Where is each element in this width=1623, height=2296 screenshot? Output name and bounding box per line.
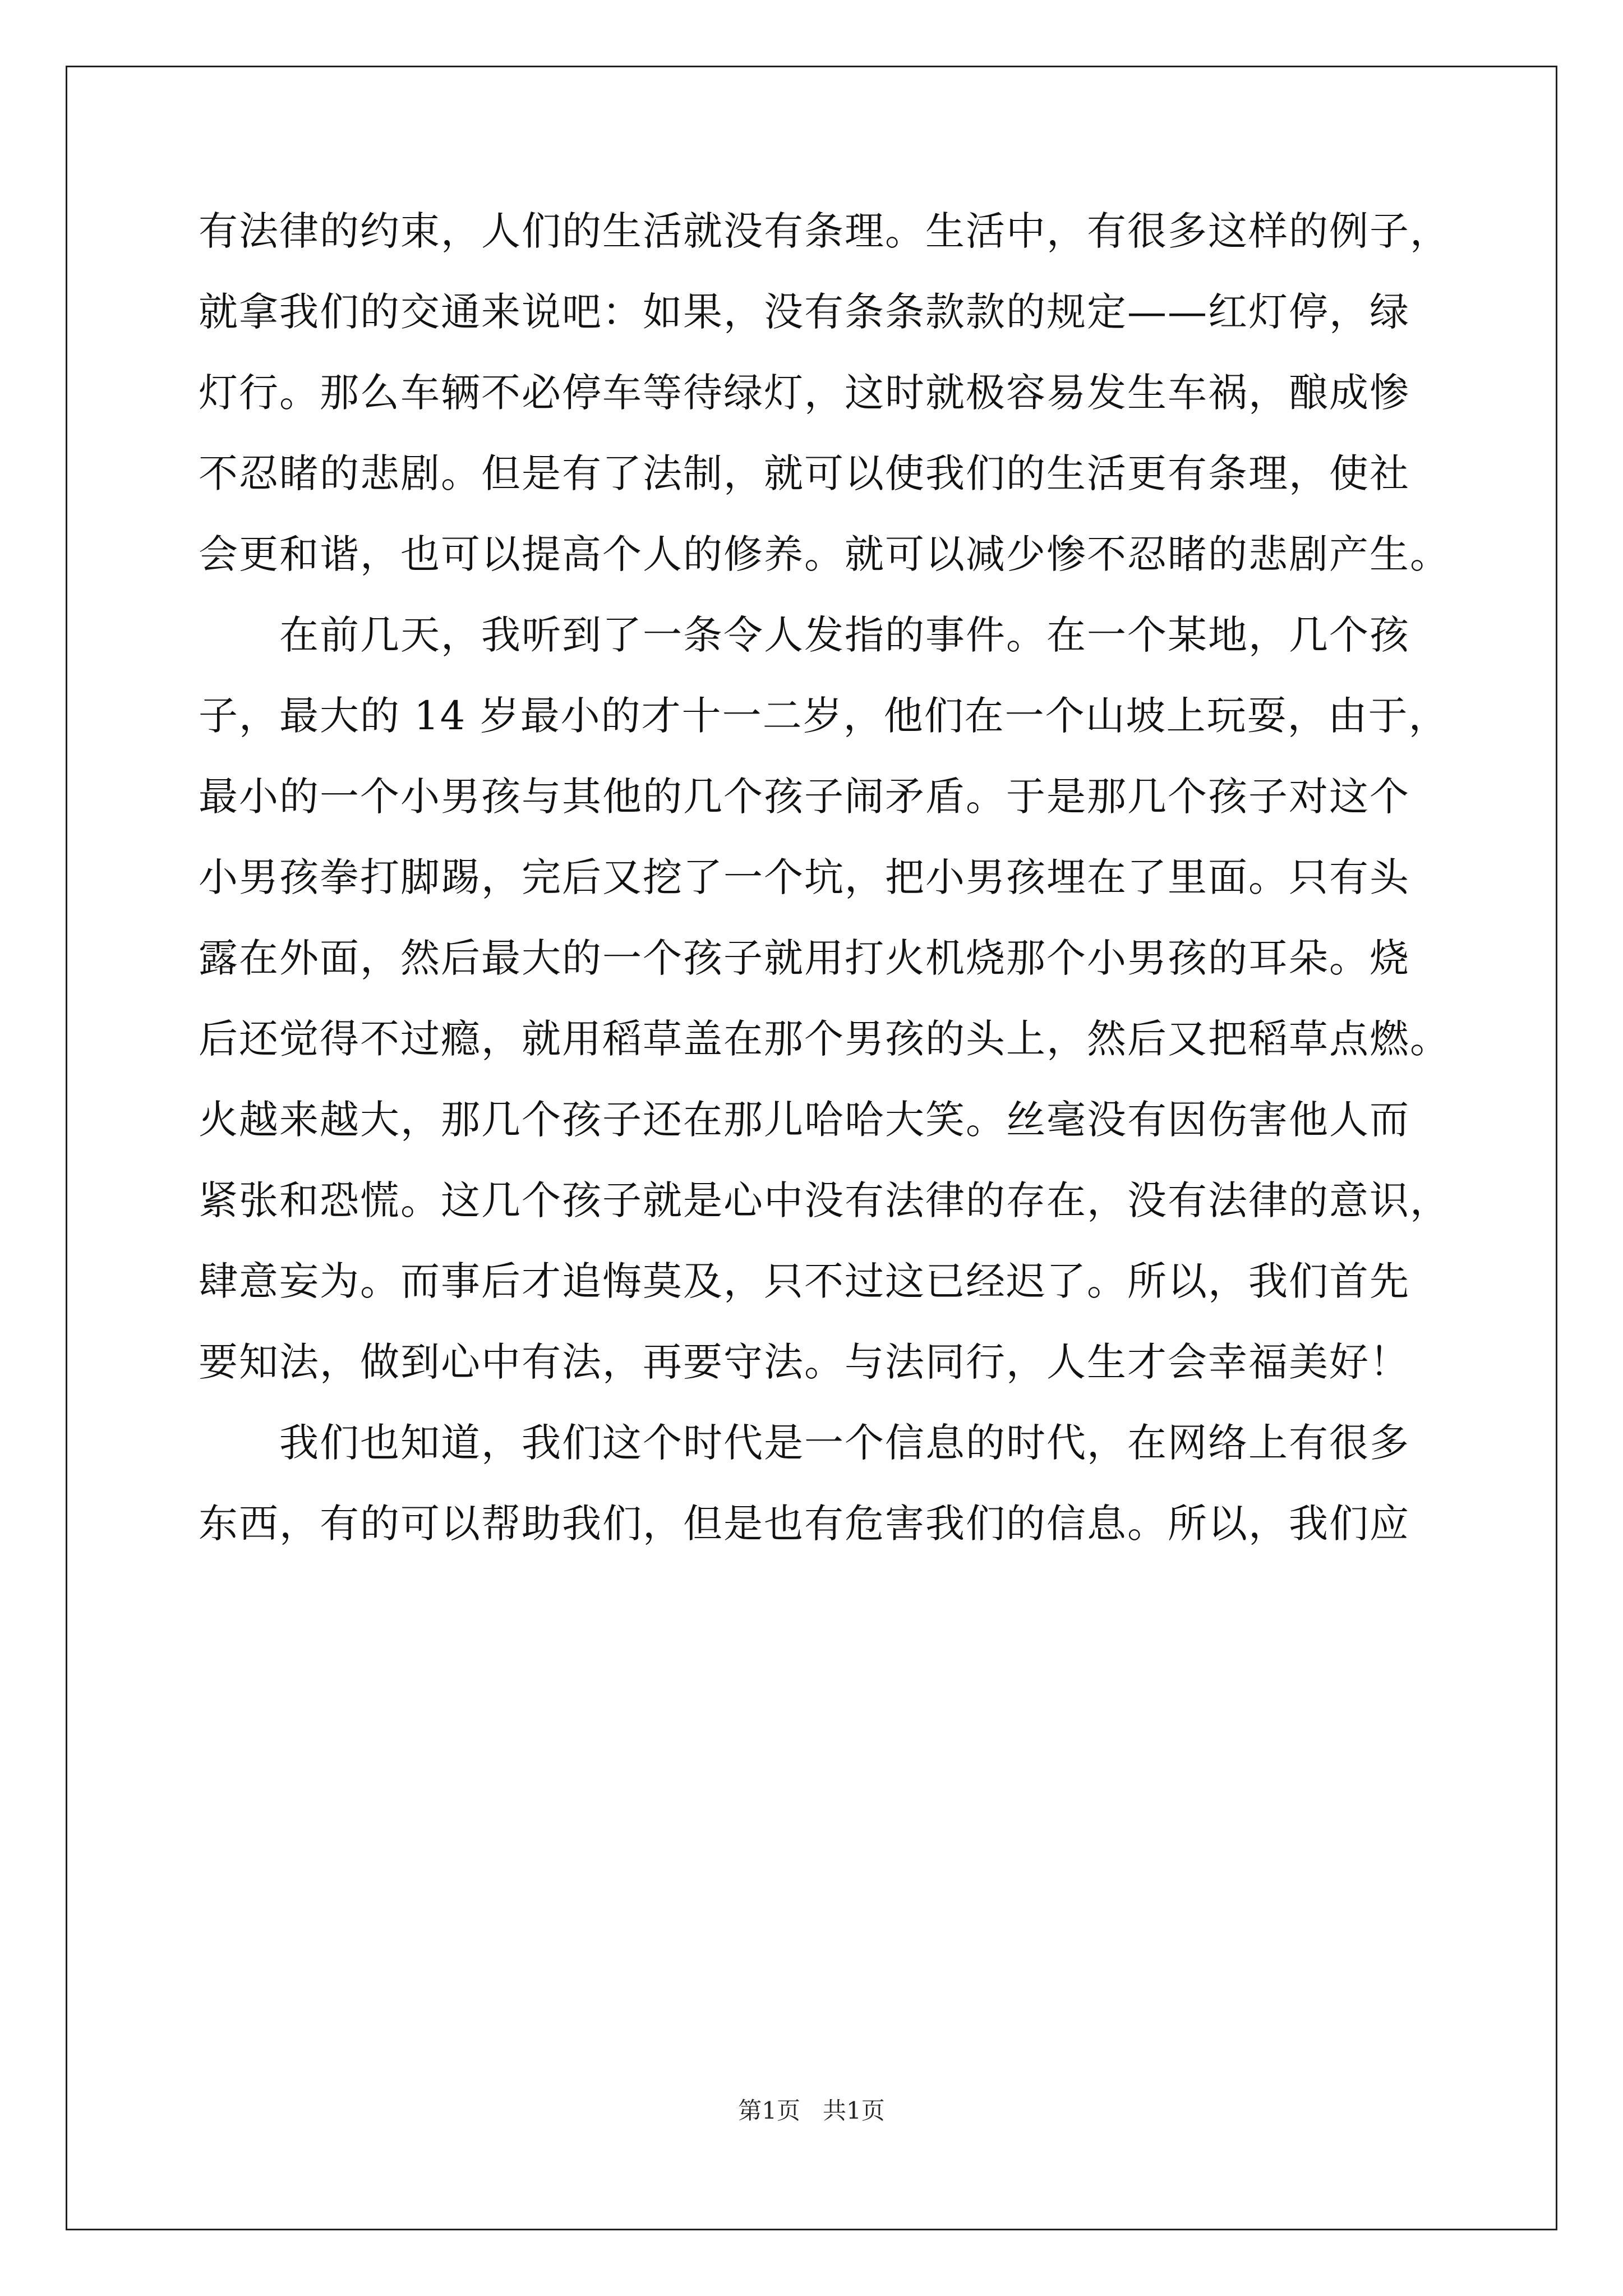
text-line: 不忍睹的悲剧。但是有了法制，就可以使我们的生活更有条理，使社 — [199, 450, 1410, 496]
text-line: 东西，有的可以帮助我们，但是也有危害我们的信息。所以，我们应 — [199, 1501, 1410, 1547]
text-line: 露在外面，然后最大的一个孩子就用打火机烧那个小男孩的耳朵。烧 — [199, 935, 1410, 981]
text-line: 最小的一个小男孩与其他的几个孩子闹矛盾。于是那几个孩子对这个 — [199, 774, 1410, 820]
text-line: 要知法，做到心中有法，再要守法。与法同行，人生才会幸福美好！ — [199, 1339, 1410, 1385]
text-line: 我们也知道，我们这个时代是一个信息的时代，在网络上有很多 — [279, 1420, 1410, 1466]
text-line: 小男孩拳打脚踢，完后又挖了一个坑，把小男孩埋在了里面。只有头 — [199, 854, 1410, 900]
text-line: 火越来越大，那几个孩子还在那儿哈哈大笑。丝毫没有因伤害他人而 — [199, 1097, 1410, 1143]
text-line: 子，最大的 14 岁最小的才十一二岁，他们在一个山坡上玩耍，由于， — [199, 693, 1449, 739]
text-line: 灯行。那么车辆不必停车等待绿灯，这时就极容易发生车祸，酿成惨 — [199, 370, 1410, 416]
paragraph-2 — [199, 595, 1450, 1402]
text-line: 后还觉得不过瘾，就用稻草盖在那个男孩的头上，然后又把稻草点燃。 — [199, 1016, 1450, 1062]
document-body — [199, 191, 1450, 1564]
text-line: 会更和谐，也可以提高个人的修养。就可以减少惨不忍睹的悲剧产生。 — [199, 531, 1450, 577]
text-line: 肆意妄为。而事后才追悔莫及，只不过这已经迟了。所以，我们首先 — [199, 1258, 1410, 1304]
paragraph-1 — [199, 191, 1450, 595]
page-number-footer: 第1页 共1页 — [738, 2097, 885, 2124]
text-line: 就拿我们的交通来说吧：如果，没有条条款款的规定——红灯停，绿 — [199, 289, 1410, 335]
text-line: 在前几天，我听到了一条令人发指的事件。在一个某地，几个孩 — [279, 612, 1410, 658]
paragraph-3 — [199, 1402, 1432, 1564]
text-line: 紧张和恐慌。这几个孩子就是心中没有法律的存在，没有法律的意识， — [199, 1177, 1450, 1223]
text-line: 有法律的约束，人们的生活就没有条理。生活中，有很多这样的例子， — [199, 208, 1450, 254]
